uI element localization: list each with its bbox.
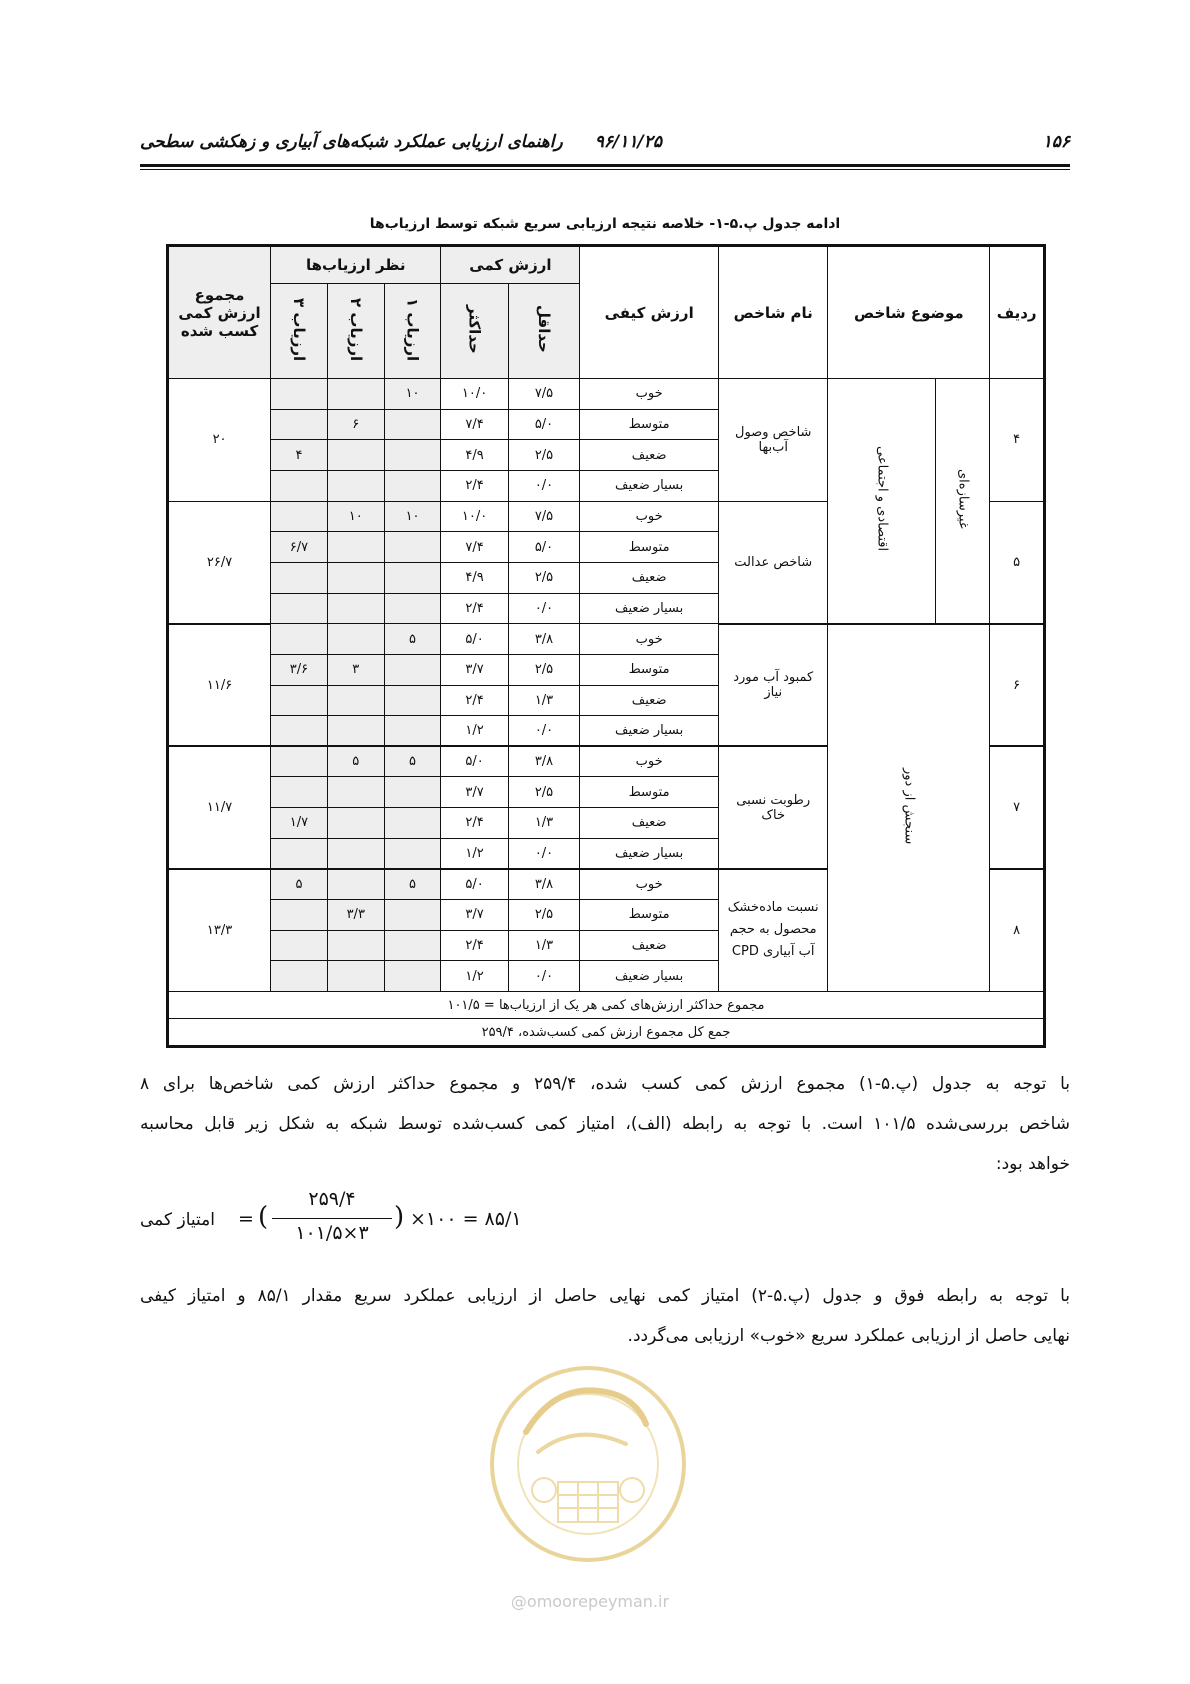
- max-value: ۳/۷: [441, 900, 508, 931]
- subject-economic-social: اقتصادی و اجتماعی: [874, 446, 890, 552]
- indicator-name: شاخص عدالت: [719, 501, 828, 624]
- evaluator-3-score: [271, 961, 328, 992]
- max-value: ۲/۴: [441, 930, 508, 961]
- min-value: ۰/۰: [508, 593, 580, 624]
- max-value: ۱/۲: [441, 838, 508, 869]
- qualitative-value: متوسط: [580, 409, 719, 440]
- max-value: ۱/۲: [441, 716, 508, 747]
- evaluator-2-score: ۳/۳: [327, 900, 384, 931]
- evaluator-3-score: ۳/۶: [271, 654, 328, 685]
- evaluator-2-score: [327, 685, 384, 716]
- qualitative-value: خوب: [580, 379, 719, 410]
- max-value: ۵/۰: [441, 746, 508, 777]
- header-evaluator-3: ارزیاب ۳: [289, 297, 308, 361]
- qualitative-value: ضعیف: [580, 562, 719, 593]
- paragraph-2: [140, 1276, 1070, 1356]
- header-max: حداکثر: [465, 304, 484, 354]
- indicator-name: شاخص وصول آب‌بها: [719, 379, 828, 502]
- qualitative-value: متوسط: [580, 777, 719, 808]
- header-evaluator-2: ارزیاب ۲: [346, 297, 365, 361]
- paragraph-2-line-1: با توجه به رابطه فوق و جدول (پ.۵-۲) امتیاز کمی نهایی حاصل از ارزیابی عملکرد سریع مقدار ۸۵/۱ و امتیاز کیفی: [140, 1286, 1070, 1306]
- evaluator-1-score: ۱۰: [384, 501, 441, 532]
- min-value: ۳/۸: [508, 869, 580, 900]
- min-value: ۷/۵: [508, 501, 580, 532]
- qualitative-value: بسیار ضعیف: [580, 471, 719, 502]
- header-rule: [140, 164, 1070, 167]
- evaluator-1-score: ۵: [384, 869, 441, 900]
- evaluator-3-score: [271, 471, 328, 502]
- evaluator-1-score: [384, 808, 441, 839]
- qualitative-value: بسیار ضعیف: [580, 593, 719, 624]
- row-number: ۶: [990, 624, 1045, 747]
- evaluator-3-score: ۱/۷: [271, 808, 328, 839]
- formula-right-paren: ): [394, 1202, 405, 1232]
- evaluator-1-score: [384, 409, 441, 440]
- max-value: ۳/۷: [441, 654, 508, 685]
- header-title: راهنمای ارزیابی عملکرد شبکه‌های آبیاری و زهکشی سطحی: [140, 132, 563, 152]
- evaluator-1-score: [384, 900, 441, 931]
- indicator-name: رطوبت نسبی خاک: [719, 746, 828, 869]
- qualitative-value: بسیار ضعیف: [580, 838, 719, 869]
- total-score: ۲۰: [168, 379, 271, 502]
- evaluator-3-score: [271, 379, 328, 410]
- min-value: ۲/۵: [508, 562, 580, 593]
- evaluator-1-score: [384, 716, 441, 747]
- evaluator-1-score: [384, 440, 441, 471]
- max-value: ۷/۴: [441, 409, 508, 440]
- min-value: ۲/۵: [508, 777, 580, 808]
- formula-left-paren: (: [258, 1202, 269, 1232]
- header-indicator: نام شاخص: [719, 246, 828, 379]
- evaluator-2-score: [327, 716, 384, 747]
- header-rule-thin: [140, 169, 1070, 170]
- qualitative-value: خوب: [580, 624, 719, 655]
- publisher-seal-logo: [486, 1362, 690, 1566]
- evaluator-1-score: ۵: [384, 624, 441, 655]
- max-value: ۴/۹: [441, 440, 508, 471]
- header-quantitative: ارزش کمی: [441, 246, 580, 284]
- evaluator-3-score: ۵: [271, 869, 328, 900]
- total-score: ۲۶/۷: [168, 501, 271, 624]
- evaluator-3-score: [271, 930, 328, 961]
- row-number: ۸: [990, 869, 1045, 992]
- evaluator-1-score: [384, 593, 441, 624]
- summary-row-total: [168, 1019, 1045, 1047]
- paragraph-1-line-3: خواهد بود:: [995, 1154, 1070, 1174]
- header-subject: موضوع شاخص: [828, 246, 990, 379]
- max-value: ۷/۴: [441, 532, 508, 563]
- min-value: ۳/۸: [508, 624, 580, 655]
- evaluator-3-score: ۴: [271, 440, 328, 471]
- formula-fraction-bar: [272, 1218, 392, 1219]
- evaluator-3-score: [271, 409, 328, 440]
- evaluator-2-score: ۳: [327, 654, 384, 685]
- max-value: ۲/۴: [441, 593, 508, 624]
- formula-denominator: ۱۰۱/۵×۳: [295, 1222, 369, 1244]
- evaluator-2-score: ۶: [327, 409, 384, 440]
- qualitative-value: خوب: [580, 746, 719, 777]
- min-value: ۲/۵: [508, 440, 580, 471]
- evaluator-2-score: [327, 808, 384, 839]
- evaluator-2-score: ۵: [327, 746, 384, 777]
- evaluator-2-score: [327, 961, 384, 992]
- evaluator-2-score: [327, 593, 384, 624]
- max-value: ۵/۰: [441, 624, 508, 655]
- table-row: [168, 624, 1045, 655]
- min-value: ۰/۰: [508, 961, 580, 992]
- qualitative-value: ضعیف: [580, 685, 719, 716]
- header-total: مجموع ارزش کمی کسب شده: [168, 246, 271, 379]
- page-header: [140, 126, 1070, 162]
- evaluator-2-score: [327, 440, 384, 471]
- formula-equals: =: [238, 1208, 254, 1230]
- formula-numerator: ۲۵۹/۴: [308, 1188, 356, 1210]
- evaluator-1-score: [384, 777, 441, 808]
- evaluator-1-score: ۱۰: [384, 379, 441, 410]
- evaluator-1-score: [384, 532, 441, 563]
- formula-rest: ×۱۰۰ = ۸۵/۱: [410, 1208, 522, 1230]
- min-value: ۱/۳: [508, 930, 580, 961]
- min-value: ۱/۳: [508, 685, 580, 716]
- qualitative-value: متوسط: [580, 532, 719, 563]
- min-value: ۰/۰: [508, 838, 580, 869]
- header-qualitative: ارزش کیفی: [580, 246, 719, 379]
- evaluator-3-score: [271, 624, 328, 655]
- qualitative-value: ضعیف: [580, 808, 719, 839]
- header-date: ۹۶/۱۱/۲۵: [594, 132, 662, 152]
- paragraph-1: [140, 1064, 1070, 1184]
- summary-max-text: مجموع حداکثر ارزش‌های کمی هر یک از ارزیاب‌ها = ۱۰۱/۵: [168, 991, 1045, 1018]
- qualitative-value: بسیار ضعیف: [580, 716, 719, 747]
- total-score: ۱۱/۷: [168, 746, 271, 869]
- min-value: ۳/۸: [508, 746, 580, 777]
- min-value: ۰/۰: [508, 471, 580, 502]
- evaluator-2-score: [327, 869, 384, 900]
- min-value: ۵/۰: [508, 409, 580, 440]
- qualitative-value: بسیار ضعیف: [580, 961, 719, 992]
- paragraph-1-line-1: با توجه به جدول (پ.۵-۱) مجموع ارزش کمی کسب شده، ۲۵۹/۴ و مجموع حداکثر ارزش کمی شاخص‌ها برای ۸: [140, 1074, 1071, 1094]
- evaluator-2-score: [327, 777, 384, 808]
- evaluator-2-score: [327, 838, 384, 869]
- evaluator-2-score: [327, 532, 384, 563]
- qualitative-value: خوب: [580, 501, 719, 532]
- header-evaluators: نظر ارزیاب‌ها: [271, 246, 441, 284]
- evaluator-1-score: [384, 961, 441, 992]
- evaluator-3-score: [271, 562, 328, 593]
- table-row: [168, 379, 1045, 410]
- evaluator-2-score: [327, 930, 384, 961]
- evaluator-1-score: ۵: [384, 746, 441, 777]
- max-value: ۳/۷: [441, 777, 508, 808]
- evaluator-1-score: [384, 471, 441, 502]
- max-value: ۱۰/۰: [441, 501, 508, 532]
- table-caption: ادامه جدول پ.۵-۱- خلاصه نتیجه ارزیابی سریع شبکه توسط ارزیاب‌ها: [369, 216, 841, 232]
- max-value: ۲/۴: [441, 808, 508, 839]
- evaluator-3-score: [271, 685, 328, 716]
- row-number: ۷: [990, 746, 1045, 869]
- indicator-name: نسبت ماده‌خشک محصول به حجم آب آبیاری CPD: [719, 869, 828, 992]
- max-value: ۴/۹: [441, 562, 508, 593]
- min-value: ۲/۵: [508, 654, 580, 685]
- evaluator-2-score: [327, 471, 384, 502]
- max-value: ۱/۲: [441, 961, 508, 992]
- evaluator-2-score: [327, 379, 384, 410]
- evaluation-table: [166, 244, 1046, 1048]
- paragraph-1-line-2: شاخص بررسی‌شده ۱۰۱/۵ است. با توجه به رابطه (الف)، امتیاز کمی کسب‌شده توسط شبکه به شکل زیر قابل محاسبه: [140, 1114, 1070, 1134]
- evaluator-3-score: [271, 501, 328, 532]
- evaluator-3-score: [271, 716, 328, 747]
- paragraph-2-line-2: نهایی حاصل از ارزیابی عملکرد سریع «خوب» ارزیابی می‌گردد.: [627, 1326, 1070, 1346]
- evaluator-3-score: [271, 900, 328, 931]
- evaluator-3-score: ۶/۷: [271, 532, 328, 563]
- evaluator-1-score: [384, 685, 441, 716]
- qualitative-value: ضعیف: [580, 440, 719, 471]
- evaluator-1-score: [384, 930, 441, 961]
- page-number: ۱۵۶: [1042, 132, 1070, 152]
- evaluator-3-score: [271, 777, 328, 808]
- qualitative-value: متوسط: [580, 654, 719, 685]
- evaluator-2-score: ۱۰: [327, 501, 384, 532]
- evaluator-3-score: [271, 838, 328, 869]
- evaluator-1-score: [384, 654, 441, 685]
- row-number: ۵: [990, 501, 1045, 624]
- evaluator-1-score: [384, 838, 441, 869]
- row-number: ۴: [990, 379, 1045, 502]
- qualitative-value: خوب: [580, 869, 719, 900]
- max-value: ۱۰/۰: [441, 379, 508, 410]
- min-value: ۵/۰: [508, 532, 580, 563]
- total-score: ۱۱/۶: [168, 624, 271, 747]
- subject-non-structural: غیرسازه‌ای: [955, 469, 971, 529]
- evaluator-3-score: [271, 593, 328, 624]
- total-score: ۱۳/۳: [168, 869, 271, 992]
- qualitative-value: ضعیف: [580, 930, 719, 961]
- indicator-name: کمبود آب مورد نیاز: [719, 624, 828, 747]
- evaluator-1-score: [384, 562, 441, 593]
- formula-label: امتیاز کمی: [140, 1210, 215, 1230]
- min-value: ۲/۵: [508, 900, 580, 931]
- min-value: ۷/۵: [508, 379, 580, 410]
- qualitative-value: متوسط: [580, 900, 719, 931]
- evaluator-2-score: [327, 624, 384, 655]
- header-row-number: ردیف: [990, 246, 1045, 379]
- summary-total-text: جمع کل مجموع ارزش کمی کسب‌شده، ۲۵۹/۴: [168, 1019, 1045, 1047]
- summary-row-max: [168, 991, 1045, 1018]
- header-evaluator-1: ارزیاب ۱: [403, 297, 422, 361]
- evaluator-2-score: [327, 562, 384, 593]
- max-value: ۵/۰: [441, 869, 508, 900]
- header-min: حداقل: [535, 305, 553, 353]
- watermark-url: @omoorepeyman.ir: [510, 1592, 670, 1611]
- min-value: ۰/۰: [508, 716, 580, 747]
- subject-remote-sensing: سنجش از دور: [901, 767, 917, 844]
- min-value: ۱/۳: [508, 808, 580, 839]
- max-value: ۲/۴: [441, 471, 508, 502]
- max-value: ۲/۴: [441, 685, 508, 716]
- evaluator-3-score: [271, 746, 328, 777]
